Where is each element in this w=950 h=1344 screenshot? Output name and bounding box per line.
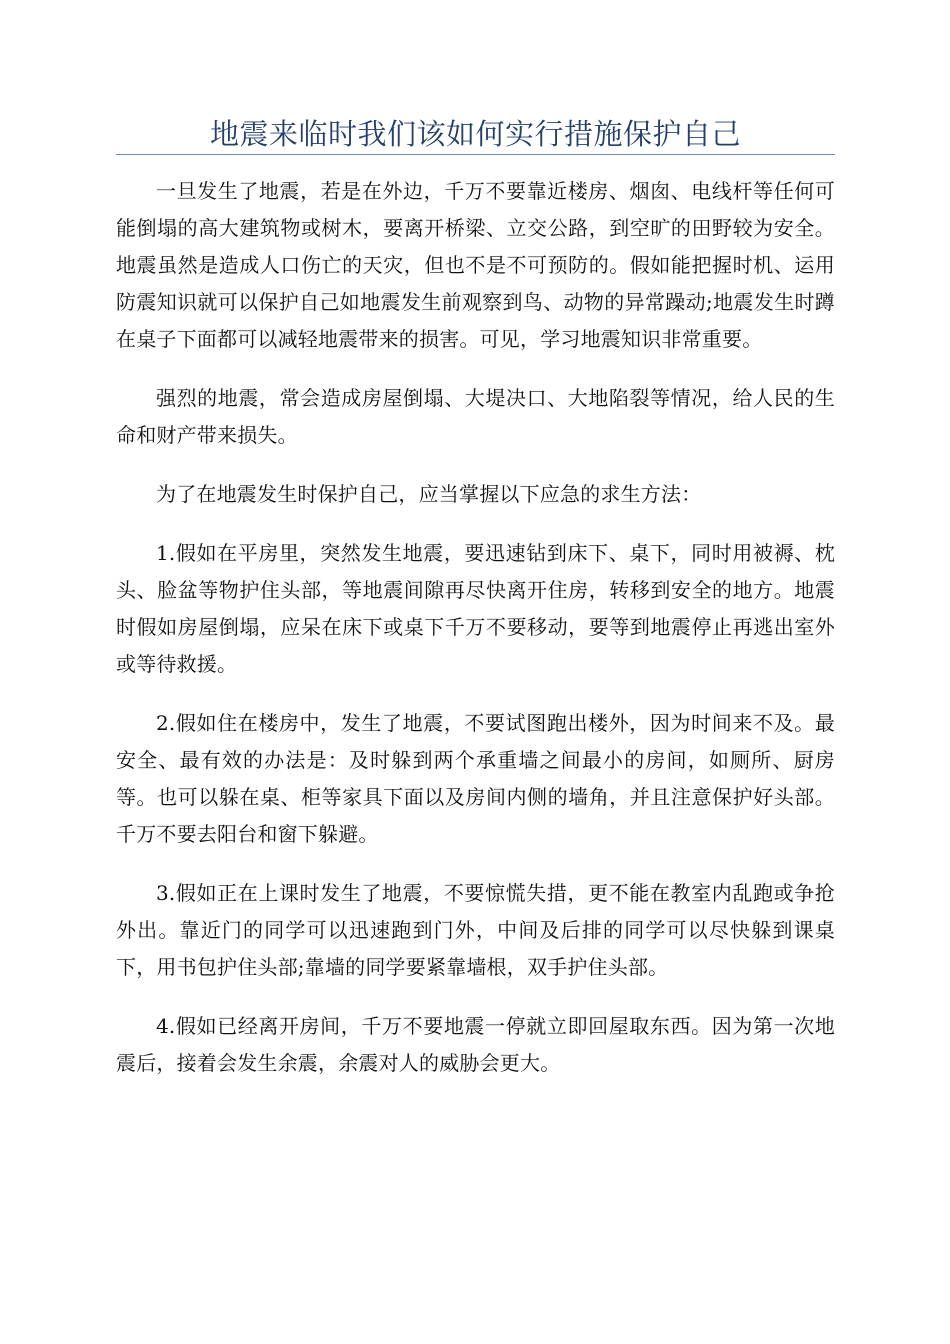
paragraph-methods-intro: 为了在地震发生时保护自己，应当掌握以下应急的求生方法： xyxy=(156,482,702,506)
title-underline xyxy=(116,154,835,155)
paragraph-method-4: 4.假如已经离开房间，千万不要地震一停就立即回屋取东西。因为第一次地震后，接着会发生余震，余震对人的威胁会更大。 xyxy=(116,1014,835,1075)
paragraph-method-3: 3.假如正在上课时发生了地震，不要惊慌失措，更不能在教室内乱跑或争抢外出。靠近门的同学可以迅速跑到门外，中间及后排的同学可以尽快躲到课桌下，用书包护住头部;靠墙的同学要紧靠墙根，双手护住头部。 xyxy=(116,881,835,979)
document-title: 地震来临时我们该如何实行措施保护自己 xyxy=(209,117,741,151)
paragraph-method-1: 1.假如在平房里，突然发生地震，要迅速钻到床下、桌下，同时用被褥、枕头、脸盆等物护住头部，等地震间隙再尽快离开住房，转移到安全的地方。地震时假如房屋倒塌，应呆在床下或桌下千万不要移动，要等到地震停止再逃出室外或等待救援。 xyxy=(116,541,835,676)
paragraph-damage: 强烈的地震，常会造成房屋倒塌、大堤决口、大地陷裂等情况，给人民的生命和财产带来损失。 xyxy=(116,386,835,447)
paragraph-intro: 一旦发生了地震，若是在外边，千万不要靠近楼房、烟囱、电线杆等任何可能倒塌的高大建筑物或树木，要离开桥梁、立交公路，到空旷的田野较为安全。地震虽然是造成人口伤亡的天灾，但也不是不可预防的。假如能把握时机、运用防震知识就可以保护自己如地震发生前观察到鸟、动物的异常躁动;地震发生时蹲在桌子下面都可以减轻地震带来的损害。可见，学习地震知识非常重要。 xyxy=(116,179,835,351)
paragraph-method-2: 2.假如住在楼房中，发生了地震，不要试图跑出楼外，因为时间来不及。最安全、最有效的办法是：及时躲到两个承重墙之间最小的房间，如厕所、厨房等。也可以躲在桌、柜等家具下面以及房间内侧的墙角，并且注意保护好头部。千万不要去阳台和窗下躲避。 xyxy=(116,711,835,846)
document-body xyxy=(116,173,835,1104)
